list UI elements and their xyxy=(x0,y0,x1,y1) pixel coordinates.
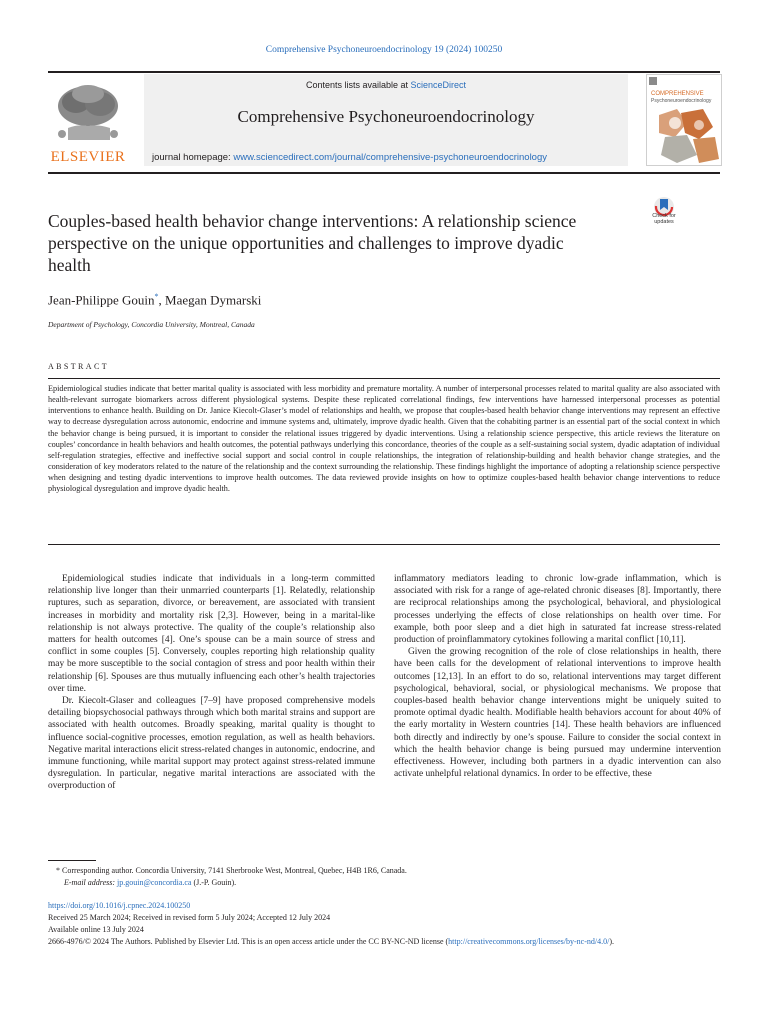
journal-citation[interactable]: Comprehensive Psychoneuroendocrinology 19 (2024) 100250 xyxy=(265,45,503,55)
footnote-marker: * xyxy=(56,866,60,875)
header-bottom-rule xyxy=(48,172,720,174)
abstract-text: Epidemiological studies indicate that better marital quality is associated with less morbidity and premature mortality. A number of interpersonal processes related to marital quality are also associated with health-relevant surrogate biomarkers across different physiological systems. Despite these replicated correlational findings, few interventions have harnessed interpersonal processes as potential interventions to enhance health. Building on Dr. Janice Kiecolt-Glaser’s model of relationships and health, we propose that couples-based health behavior change interventions may represent an effective way to decrease dysregulation across autonomic, endocrine and immune systems and, ultimately, improve dyadic health. Given that the cohabiting partner is an essential part of the social context in which the behavior change is being pursued, it is important to consider the relational issues triggered by dyadic interventions. Using a relationship science perspective, this article reviews the literature on couples’ concordance in health behaviors and health outcomes, the potential pathways underlying this concordance, theories of the couple as a self-sustaining social system, dyadic adaptation of individual self-regulation strategies, effective and ineffective social support and social control in couple relationships, the integration of relationship-building and health behavior change strategies, and the consideration of key moderators related to the nature of the relationship and the context surrounding the relationship. These findings highlight the importance of adopting a relationship science perspective when designing and testing dyadic interventions to improve health outcomes. The data reviewed provide insights on how to optimize couples-based health behavior change interventions to reduce physiological dysregulation and improve dyadic health. xyxy=(48,384,720,494)
homepage-line xyxy=(152,152,547,163)
crossmark-label-line1: Check for xyxy=(652,213,676,219)
elsevier-wordmark[interactable]: ELSEVIER xyxy=(50,149,126,165)
body-paragraph-continued: inflammatory mediators leading to chronic low-grade inflammation, which is associated with risk for a range of age-related chronic diseases [8]. Importantly, there are reciprocal relationships among the psychological, behavioral, and physiological processes underlying the effects of close relationships on health over time. For example, both poor sleep and a diet high in saturated fat increase stress-related production of proinflammatory cytokines following a marital conflict [10,11]. xyxy=(394,574,721,646)
author-name: Jean-Philippe Gouin xyxy=(48,292,155,308)
cover-title: COMPREHENSIVE xyxy=(651,91,704,97)
affiliation: Department of Psychology, Concordia University, Montreal, Canada xyxy=(48,320,255,329)
body-paragraph: Given the growing recognition of the role of close relationships in health, there have been calls for the development of relational interventions to improve health outcomes [12,13]. In an effort to do so, relational interventions may target different psychological, behavioral, social, or physiological mechanisms. We propose that couples-based health behavior change interventions might be uniquely suited to promote optimal dyadic health. Modifiable health behaviors account for about 40% of the early mortality in Western countries [14]. These health behaviors are influenced both directly and indirectly by one’s spouse. Failure to consider the social context in which the health behavior change is being pursued may undermine intervention effectiveness. However, including both partners in a dyadic intervention can also activate unhelpful relational dynamics. In order to be effective, these xyxy=(394,647,721,780)
online-date: Available online 13 July 2024 xyxy=(48,925,144,934)
email-suffix: (J.-P. Gouin). xyxy=(191,878,237,887)
homepage-link[interactable]: www.sciencedirect.com/journal/comprehensive-psychoneuroendocrinology xyxy=(233,152,548,163)
doi-link[interactable]: https://doi.org/10.1016/j.cpnec.2024.100250 xyxy=(48,901,191,910)
article-title: Couples-based health behavior change interventions: A relationship science perspective on the unique opportunities and challenges to improve dyadic health xyxy=(48,211,577,275)
corresponding-author-footnote xyxy=(48,865,720,877)
footnote-text: Corresponding author. Concordia University, 7141 Sherbrooke West, Montreal, Quebec, H4B 1R6, Canada. xyxy=(60,866,407,875)
email-label: E-mail address: xyxy=(64,878,118,887)
contents-line xyxy=(144,80,628,90)
contents-prefix: Contents lists available at xyxy=(305,80,411,90)
license-prefix: 2666-4976/© 2024 The Authors. Published by Elsevier Ltd. This is an open access article under the CC BY-NC-ND license ( xyxy=(48,937,449,946)
cover-art xyxy=(647,75,721,165)
journal-title: Comprehensive Psychoneuroendocrinology xyxy=(237,107,535,126)
corresponding-author-marker[interactable]: * xyxy=(154,292,159,301)
body-column-right xyxy=(394,573,721,780)
check-for-updates-label[interactable] xyxy=(647,213,681,225)
abstract-top-rule xyxy=(48,378,720,379)
header-top-rule xyxy=(48,71,720,73)
received-dates: Received 25 March 2024; Received in revised form 5 July 2024; Accepted 12 July 2024 xyxy=(48,913,331,922)
license-link[interactable]: http://creativecommons.org/licenses/by-nc-nd/4.0/ xyxy=(448,937,610,946)
crossmark-label-line2: updates xyxy=(654,219,674,225)
author-separator: , xyxy=(158,292,166,308)
abstract-bottom-rule xyxy=(48,544,720,545)
license-suffix: ). xyxy=(609,937,614,946)
homepage-prefix: journal homepage: xyxy=(152,152,234,163)
author-list xyxy=(48,292,261,308)
body-column-left xyxy=(48,573,375,793)
body-paragraph: Dr. Kiecolt-Glaser and colleagues [7–9] have proposed comprehensive models detailing biopsychosocial pathways through which both marital strains and support are associated with health outcomes. Broadly speaking, marital quality is thought to influence social-cognitive processes, emotion regulation, as well as health behaviors. Negative marital interactions elicit stress-related changes in autonomic, endocrine, and immune functioning, while marital support may protect against stress-related immune dysregulation. In particular, negative marital interactions are associated with the overproduction of xyxy=(48,696,375,792)
author-name: Maegan Dymarski xyxy=(165,292,262,308)
email-footnote xyxy=(64,877,236,889)
body-paragraph: Epidemiological studies indicate that individuals in a long-term committed relationship live longer than their unmarried counterparts [1]. Relatedly, relationship ruptures, such as separation, divorce, or bereavement, are associated with transient increases in morbidity and mortality risk [2,3]. However, being in a marital-like relationship is not always protective. The quality of the couple’s relationship also matters for health outcomes [4]. One’s spouse can be a main source of stress and conflict in some couples [5]. Conversely, couples reporting high relationship quality may be more susceptible to the social contagion of stress and poor health within their relationship [6]. Spouses are thus mutually influencing each other’s health trajectories over time. xyxy=(48,574,375,694)
license-statement xyxy=(48,936,720,948)
cover-subtitle: Psychoneuroendocrinology xyxy=(651,98,712,104)
journal-cover-thumbnail[interactable] xyxy=(646,74,722,166)
footnote-rule xyxy=(48,860,96,861)
email-link[interactable]: jp.gouin@concordia.ca xyxy=(117,878,192,887)
sciencedirect-link[interactable]: ScienceDirect xyxy=(410,80,467,90)
abstract-heading: ABSTRACT xyxy=(48,362,109,371)
bibliographic-info xyxy=(48,900,720,948)
